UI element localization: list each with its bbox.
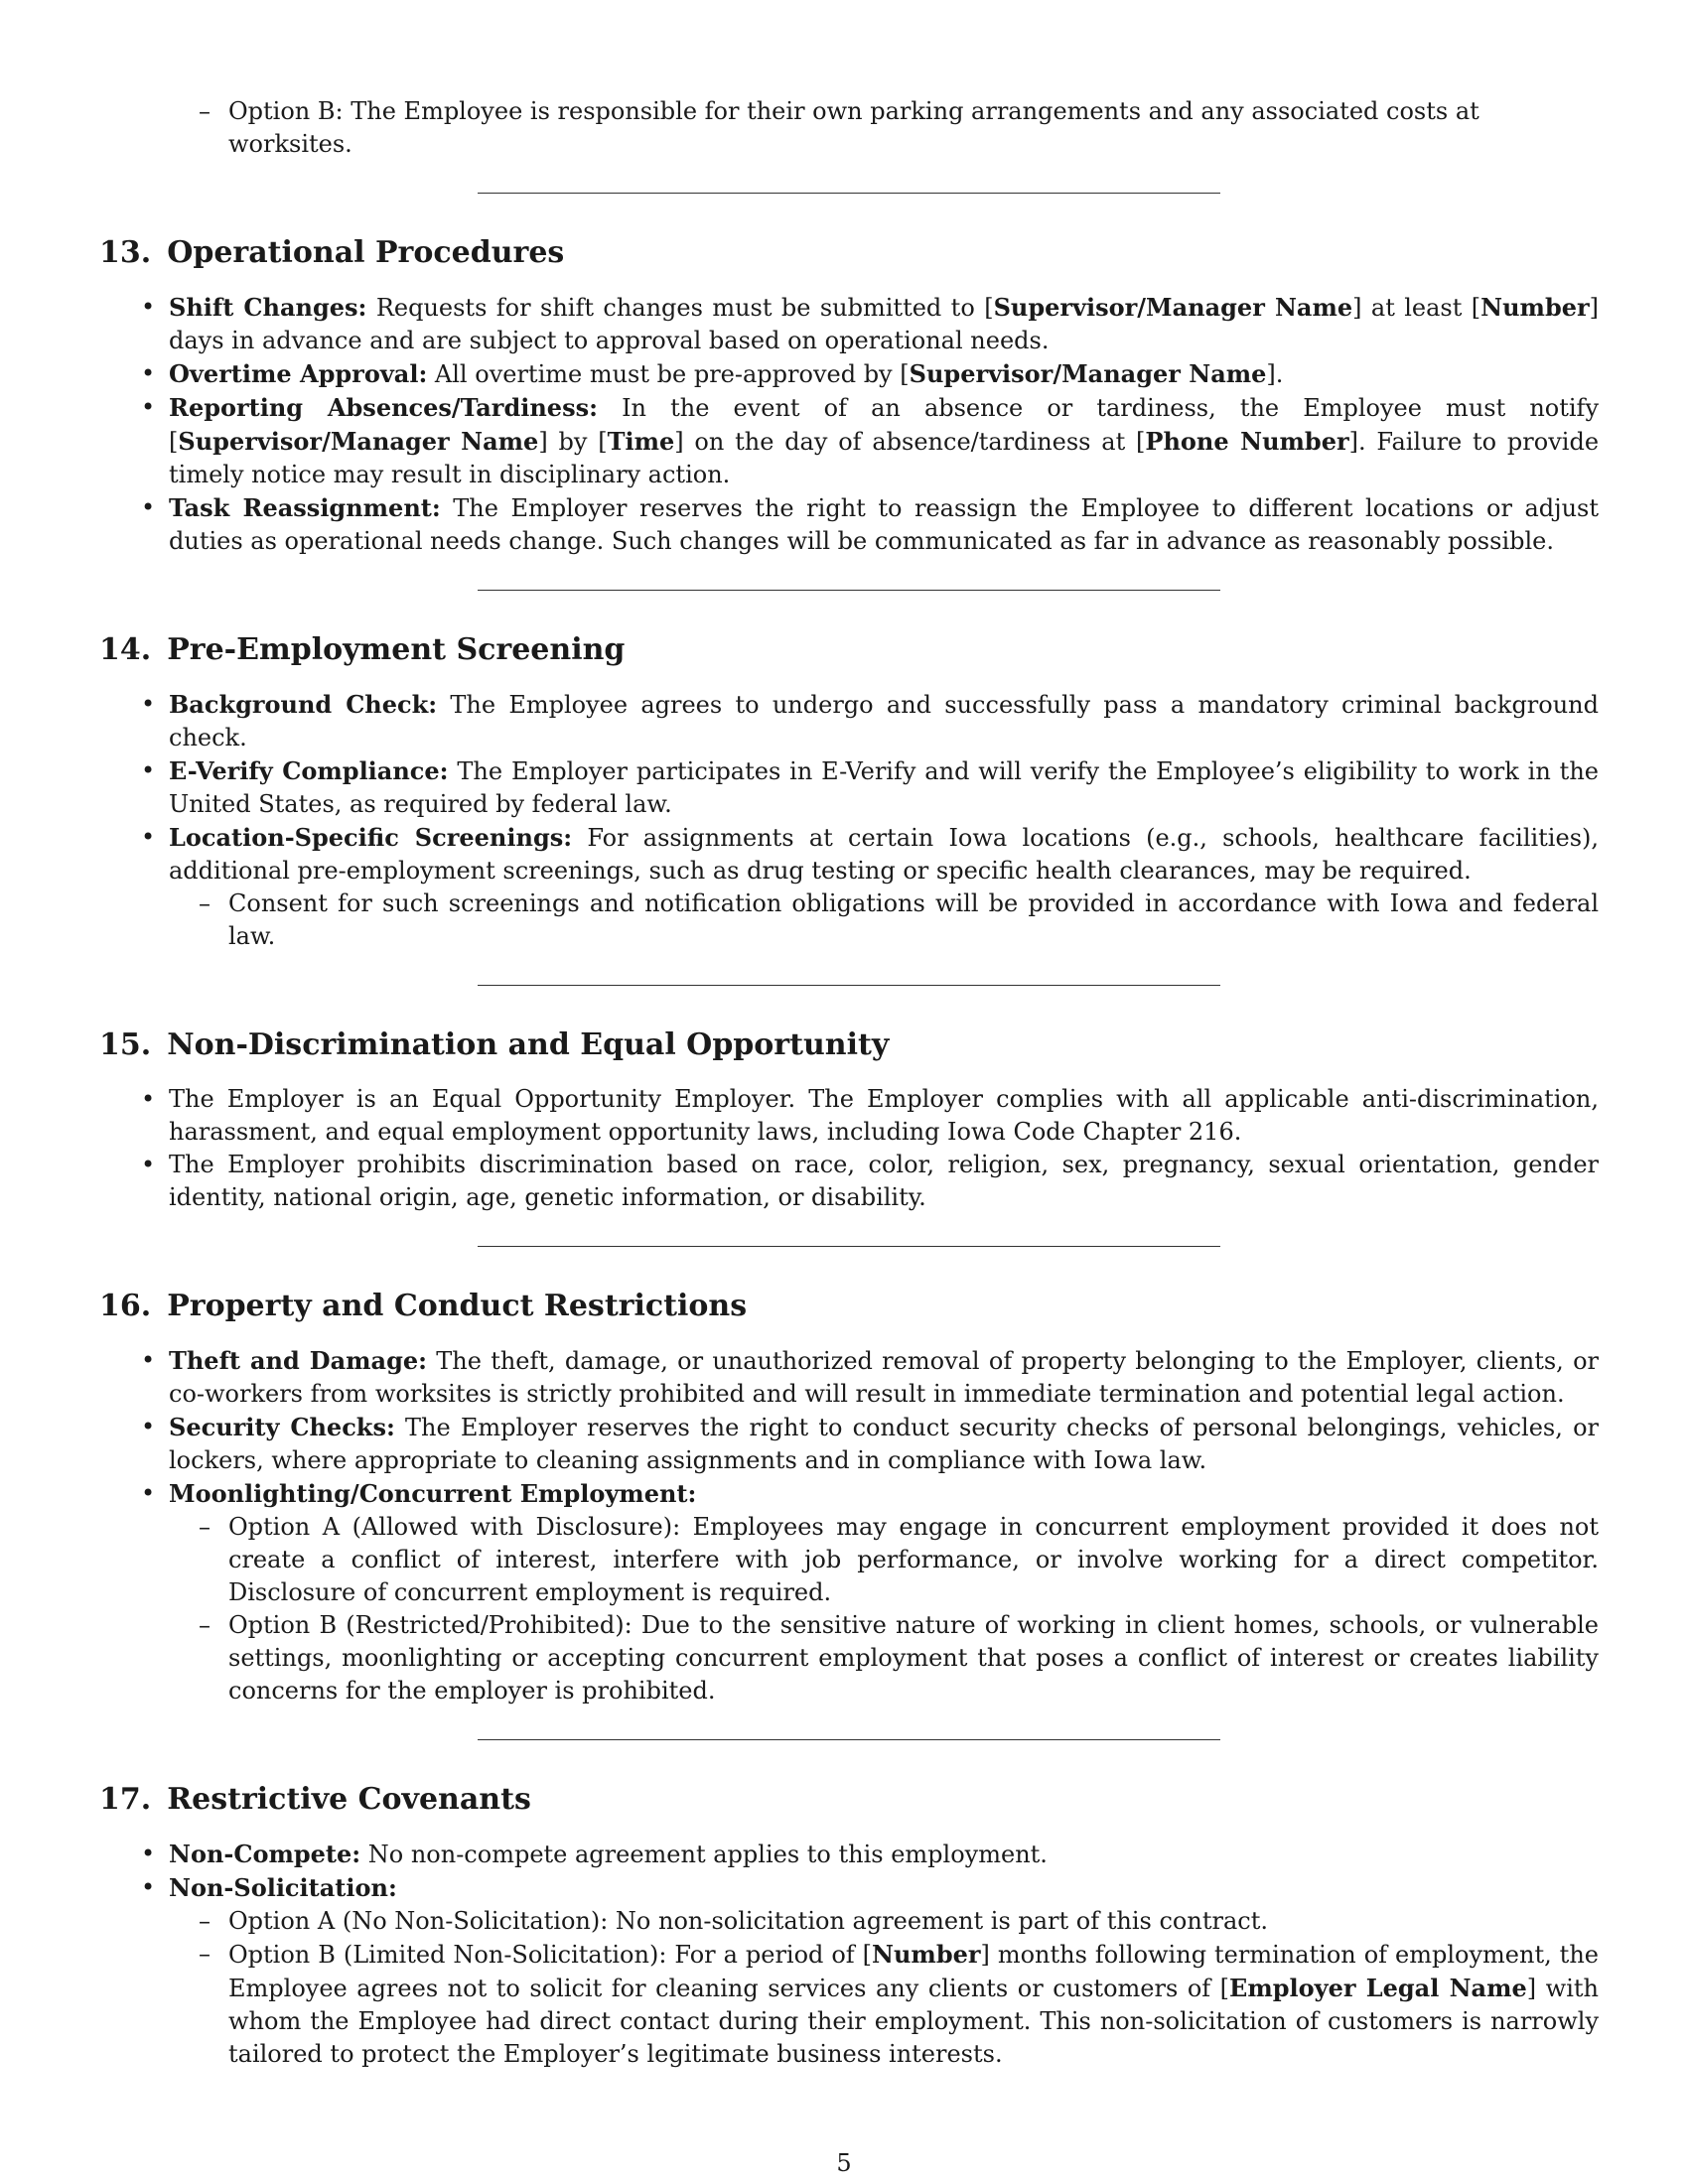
sub-list-item: – Option B (Limited Non-Solicitation): For a period of [Number] months following termination of employment, the Employee agrees not to solicit for cleaning services any clients or customers of [Employer Legal Name] with whom the Employee had direct contact during their employment. This non-solicitation of customers is narrowly tailored to protect the Employer’s legitimate business interests.	[199, 1940, 1599, 2068]
section-heading: 16. Property and Conduct Restrictions	[99, 1289, 748, 1323]
section-non-discrimination	[99, 1025, 1599, 1214]
list-item: • The Employer prohibits discrimination based on race, color, religion, sex, pregnancy, sexual orientation, gender identity, national origin, age, genetic information, or disability.	[141, 1151, 1599, 1211]
sub-list-item: – Option A (Allowed with Disclosure): Employees may engage in concurrent employment provided it does not create a conflict of interest, interfere with job performance, or involve working for a direct competitor. Disclosure of concurrent employment is required.	[199, 1513, 1599, 1606]
sub-list-item: – Option A (No Non-Solicitation): No non-solicitation agreement is part of this contract.	[199, 1907, 1268, 1935]
section-heading: 17. Restrictive Covenants	[99, 1782, 531, 1817]
section-heading: 14. Pre-Employment Screening	[99, 632, 626, 667]
section-divider	[478, 985, 1220, 986]
section-heading: 13. Operational Procedures	[99, 235, 565, 270]
list-item: • Moonlighting/Concurrent Employment: – Option A (Allowed with Disclosure): Employees may engage in concurrent employment provided it does not create a conflict of interest, interfere with job performance, or involve working for a direct competitor. Disclosure of concurrent employment is required. – Option B (Restricted/Prohibited): Due to the sensitive nature of working in client homes, schools, or vulnerable settings, moonlighting or accepting concurrent employment that poses a conflict of interest or creates liability concerns for the employer is prohibited.	[99, 1477, 1599, 1707]
section-operational-procedures	[99, 233, 1599, 558]
parking-option-b: – Option B: The Employee is responsible for their own parking arrangements and any associated costs at worksites.	[199, 97, 1479, 158]
section-pre-employment-screening	[99, 630, 1599, 953]
page-number: 5	[836, 2149, 852, 2177]
list-item: • Non-Compete: No non-compete agreement applies to this employment.	[141, 1840, 1048, 1868]
section-divider	[478, 590, 1220, 591]
list-item: • Reporting Absences/Tardiness: In the event of an absence or tardiness, the Employee must notify [Supervisor/Manager Name] by [Time] on the day of absence/tardiness at [Phone Number]. Failure to provide timely notice may result in disciplinary action.	[141, 393, 1600, 488]
section-property-conduct	[99, 1287, 1599, 1707]
list-item: • Shift Changes: Requests for shift changes must be submitted to [Supervisor/Manager Name] at least [Number] days in advance and are subject to approval based on operational needs.	[141, 293, 1600, 354]
section-heading: 15. Non-Discrimination and Equal Opportunity	[99, 1027, 890, 1062]
list-item: • The Employer is an Equal Opportunity Employer. The Employer complies with all applicable anti-discrimination, harassment, and equal employment opportunity laws, including Iowa Code Chapter 216.	[141, 1085, 1599, 1146]
list-item: • Task Reassignment: The Employer reserves the right to reassign the Employee to different locations or adjust duties as operational needs change. Such changes will be communicated as far in advance as reasonably possible.	[141, 493, 1599, 555]
list-item: • E-Verify Compliance: The Employer participates in E-Verify and will verify the Employee’s eligibility to work in the United States, as required by federal law.	[141, 756, 1599, 818]
list-item: • Non-Solicitation: – Option A (No Non-Solicitation): No non-solicitation agreement is part of this contract. – Option B (Limited Non-Solicitation): For a period of [Number] months following termination of employment, the Employee agrees not to solicit for cleaning services any clients or customers of [Employer Legal Name] with whom the Employee had direct contact during their employment. This non-solicitation of customers is narrowly tailored to protect the Employer’s legitimate business interests.	[99, 1871, 1599, 2071]
section-divider	[478, 1246, 1220, 1247]
list-item: • Security Checks: The Employer reserves the right to conduct security checks of personal belongings, vehicles, or lockers, where appropriate to cleaning assignments and in compliance with Iowa law.	[141, 1413, 1599, 1474]
document-page	[99, 95, 1599, 2071]
section-divider	[478, 193, 1220, 194]
list-item: • Theft and Damage: The theft, damage, or unauthorized removal of property belonging to the Employer, clients, or co-workers from worksites is strictly prohibited and will result in immediate termination and potential legal action.	[141, 1346, 1599, 1408]
list-item: • Background Check: The Employee agrees to undergo and successfully pass a mandatory criminal background check.	[141, 690, 1600, 751]
sub-list-item: – Consent for such screenings and notification obligations will be provided in accordance with Iowa and federal law.	[199, 889, 1599, 950]
list-item: • Overtime Approval: All overtime must be pre-approved by [Supervisor/Manager Name].	[141, 359, 1284, 388]
list-item: • Location-Specific Screenings: For assignments at certain Iowa locations (e.g., schools, healthcare facilities), additional pre-employment screenings, such as drug testing or specific health clearances, may be required. – Consent for such screenings and notification obligations will be provided in accordance with Iowa and federal law.	[99, 821, 1599, 953]
sub-list-item: – Option B (Restricted/Prohibited): Due to the sensitive nature of working in client homes, schools, or vulnerable settings, moonlighting or accepting concurrent employment that poses a conflict of interest or creates liability concerns for the employer is prohibited.	[199, 1611, 1599, 1705]
section-divider	[478, 1739, 1220, 1740]
section-restrictive-covenants	[99, 1780, 1599, 2071]
